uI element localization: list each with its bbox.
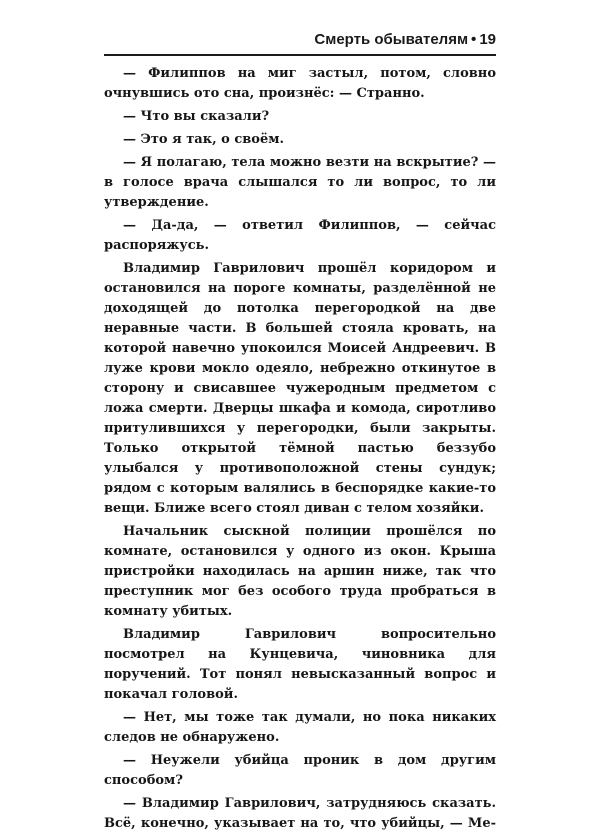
- paragraph: — Я полагаю, тела можно везти на вскрытие? — в голосе врача слышался то ли вопрос, то ли утверждение.: [104, 155, 496, 210]
- paragraph: — Неужели убийца проник в дом другим способом?: [104, 753, 496, 788]
- paragraph: — Филиппов на миг застыл, потом, словно очнувшись ото сна, произнёс: — Странно.: [104, 66, 496, 101]
- paragraph: Владимир Гаврилович вопросительно посмотрел на Кунцевича, чиновника для поручений. Тот понял невысказанный вопрос и покачал головой.: [104, 627, 496, 702]
- paragraph: — Это я так, о своём.: [123, 132, 285, 147]
- book-title: Смерть обывателям: [314, 31, 469, 48]
- paragraph: Владимир Гаврилович прошёл коридором и остановился на пороге комнаты, разделённой не доходящей до потолка перегородкой на две неравные части. В большей стояла кровать, на которой навечно упокоился Моисей Андреевич. В луже крови мокло одеяло, небрежно откинутое в сторону и свисавшее чужеродным предметом с ложа смерти. Дверцы шкафа и комода, сиротливо притулившихся у перегородки, были закрыты. Только открытой тёмной пастью беззубо улыбался у противоположной стены сундук; рядом с которым валялись в беспорядке какие-то вещи. Ближе всего стоял диван с телом хозяйки.: [104, 261, 496, 516]
- header-separator: •: [471, 31, 477, 48]
- paragraph: — Нет, мы тоже так думали, но пока никаких следов не обнаружено.: [104, 710, 496, 745]
- paragraph: — Да-да, — ответил Филиппов, — сейчас распоряжусь.: [104, 218, 496, 253]
- paragraph: — Что вы сказали?: [123, 109, 270, 124]
- paragraph: — Владимир Гаврилович, затрудняюсь сказать. Всё, конечно, указывает на то, что убийцы, — Ме-: [104, 796, 496, 831]
- running-header: [104, 30, 496, 56]
- paragraph: Начальник сыскной полиции прошёлся по комнате, остановился у одного из окон. Крыша пристройки находилась на аршин ниже, так что преступник мог без особого труда пробраться в комнату убитых.: [104, 524, 496, 619]
- page-number: 19: [479, 31, 496, 48]
- body-text: [104, 64, 496, 837]
